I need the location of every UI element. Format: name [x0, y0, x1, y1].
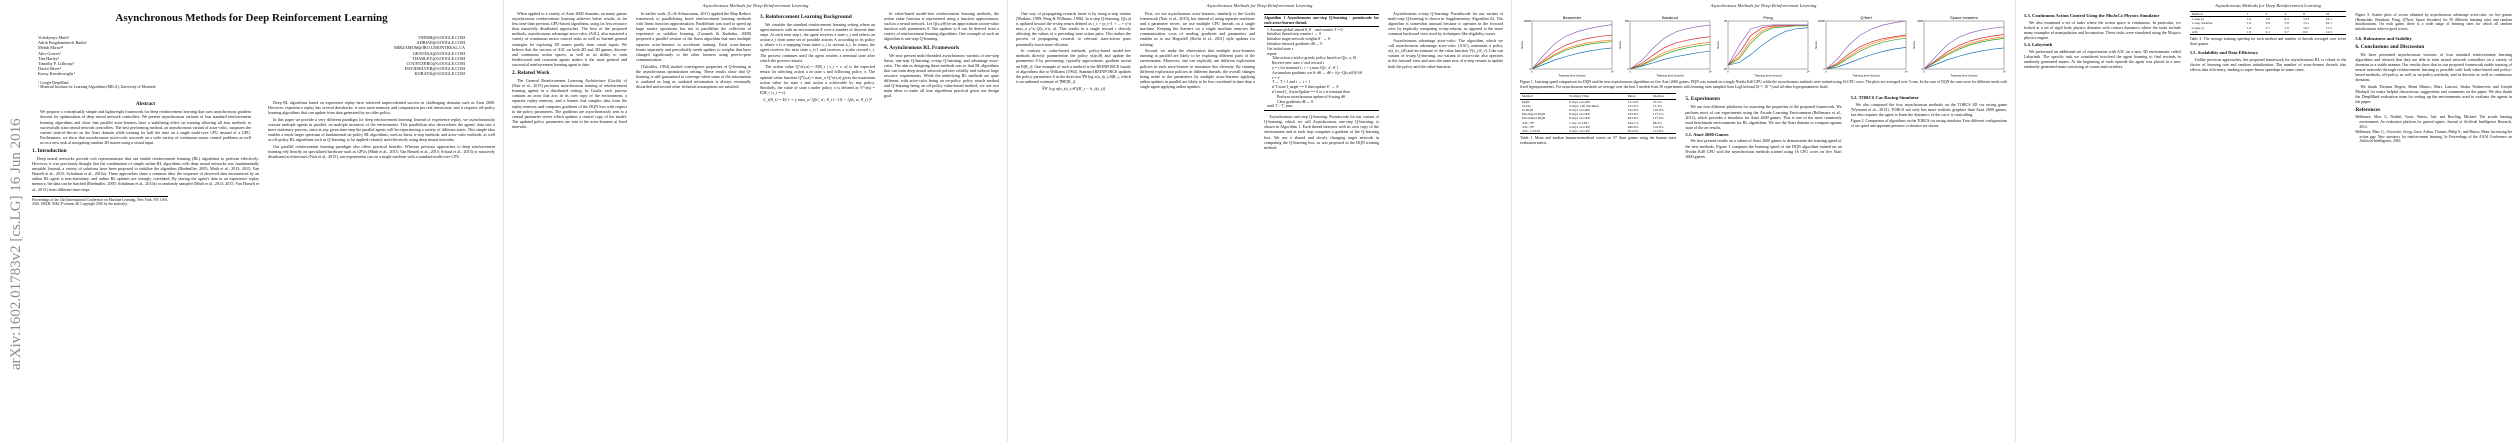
page-3 — [1008, 0, 1512, 442]
author-name: Timothy P. Lillicrap¹ — [38, 61, 74, 67]
table-cell: 8 days on GPU — [1569, 112, 1591, 117]
paper-title: Asynchronous Methods for Deep Reinforcement Learning — [115, 12, 388, 24]
series-line-dqn — [1728, 28, 1808, 65]
section-heading: 2. Related Work — [512, 70, 550, 77]
table-cell: 5.9 — [2284, 21, 2289, 26]
x-axis-label: Training time (hours) — [1754, 73, 1782, 78]
subsection-heading: 5.4. Labyrinth — [2024, 41, 2053, 47]
table-cell: 2.7 — [2265, 25, 2271, 30]
page-3-col-3 — [1264, 11, 1379, 151]
references-heading: References — [2355, 107, 2381, 114]
reference-entry: Bellemare, Marc G, Naddaf, Yavar, Veness, Joel, and Bowling, Michael. The arcade learning environment: An evaluation platform for general agents. Journal of Artificial Intelligence Research, 2012. — [2355, 115, 2513, 129]
table-row — [2190, 30, 2347, 35]
y-tick-label: 0 — [1627, 68, 1629, 71]
series-line-a3c — [1921, 27, 2004, 71]
table-cell: 8 days on GPU — [1569, 116, 1591, 121]
table-cell: 1.0 — [2246, 17, 2252, 22]
table-header: Method — [2190, 12, 2245, 17]
table-header: Mean — [1626, 94, 1651, 99]
table-cell: Prioritized DQN — [1522, 116, 1546, 121]
table-cell: A3C, FF — [1522, 124, 1535, 129]
x-axis-label: Training time (hours) — [1656, 73, 1684, 78]
page-1-right-column — [268, 100, 495, 206]
results-table — [1520, 93, 1676, 134]
page-4 — [1512, 0, 2016, 442]
series-line-1-step-sarsa — [1627, 44, 1710, 71]
affiliation: ² Montreal Institute for Learning Algorithms (MILA), University of Montreal — [38, 85, 156, 90]
author-names — [38, 35, 87, 77]
author-name: Mehdi Mirza¹² — [38, 45, 64, 51]
subsection-heading: 5.5. Scalability and Data Efficiency — [2189, 50, 2259, 56]
series-line-a3c — [1823, 21, 1906, 71]
author-emails — [394, 35, 465, 77]
paragraph: One way of propagating rewards faster is by using n-step returns (Watkins, 1989; Peng & Williams, 1996). In n-step Q-learning, Q(s,a) is updated toward the n-step return defined as r_t + γr_t+1 + ... + γ^n max_a γ^n Q(s_t+n, a). This results in a single reward r directly affecting the values of n preceding state action pairs. This makes the process of propagating rewards to relevant state-action pairs potentially much more efficient. — [1016, 11, 1131, 47]
table-cell: 110.9% — [1652, 108, 1664, 113]
table-cell: A3C — [2190, 30, 2245, 35]
series-line-1-step-q — [1823, 36, 1906, 71]
table-header: 1 — [2245, 12, 2264, 17]
x-tick-label: 14 — [1610, 70, 1614, 74]
equation: L_i(θ_i) = E( r + γ max_a′ Q(s′, a′; θ_{i−1}) − Q(s, a; θ_i) )² — [763, 96, 872, 102]
subsection-heading: 5.2. TORCS Car Racing Simulator — [1850, 95, 1919, 101]
paragraph: When applied to a variety of Atari 2600 domains, on many games asynchronous reinforcement learning achieves better results, in far less time than previous GPU-based algorithms, using far less resource than massively distributed approaches. The best of the proposed methods, asynchronous advantage actor-critic (A3C), also mastered a variety of continuous motor control tasks as well as learned general strategies for exploring 3D mazes purely from visual inputs. We believe that the success of A3C on both 2D and 3D games, discrete and continuous action spaces, as well as its ability to train feedforward and recurrent agents makes it the most general and successful reinforcement learning agent to date. — [512, 11, 627, 67]
series-line-n-step-q — [1728, 25, 1808, 65]
table-cell: A3C, LSTM — [1520, 129, 1567, 134]
table-cell: 4 days on CPU — [1567, 129, 1626, 134]
table-row — [1520, 129, 1676, 134]
algorithm-line: s = s′ — [1272, 75, 1281, 80]
chart-panel — [1814, 14, 1909, 78]
series-line-a3c — [1627, 25, 1710, 71]
table-cell: 343.8% — [1627, 112, 1639, 117]
table-cell: 12.5 — [2324, 30, 2347, 35]
chart-title: Q*bert — [1860, 15, 1872, 20]
series-line-1-step-sarsa — [1728, 26, 1808, 65]
y-axis-label: Score — [1716, 41, 1720, 49]
table-cell: 1 day on CPU — [1569, 120, 1589, 125]
table-cell: 24.1 — [2325, 17, 2332, 22]
page-5 — [2016, 0, 2520, 442]
author-email: ADRIAP@GOOGLE.COM — [416, 40, 465, 46]
paragraph: We use four different platforms for assessing the properties of the proposed framework. We perform most of our experiments using the Arcade Learning Environment (Bellemare et al., 2012), which provides a simulator for Atari 2600 games. This is one of the most commonly used benchmark environments for RL algorithms. We use the Atari domain to compare against state of the art results. — [1685, 104, 1842, 130]
paragraph: The action value Q^π(s,a) = E[R_t | s_t = s, a] is the expected return for selecting action a in state s and following policy π. The optimal value function Q*(s,a) = max_π Q^π(s,a) gives the maximum action value for state s and action a achievable by any policy. Similarly, the value of state s under policy π is defined as V^π(s) = E[R_t | s_t = s]. — [760, 64, 875, 95]
x-tick-label: 14 — [2002, 70, 2006, 74]
algorithm-line: Accumulate gradients wrt θ: dθ ← dθ + ∂(y−Q(s,a;θ))²/∂θ — [1272, 70, 1362, 75]
table-cell: 1-step Q — [2191, 17, 2204, 22]
series-line-dqn — [1529, 48, 1612, 71]
table-cell: 463.6% — [1627, 116, 1639, 121]
chart-panel — [1618, 14, 1713, 78]
table-cell: 117.1% — [1652, 112, 1664, 117]
table-cell: 112.6% — [1651, 129, 1676, 134]
running-head: Asynchronous Methods for Deep Reinforcement Learning — [1710, 3, 1817, 8]
author-email: THARLEY@GOOGLE.COM — [412, 55, 465, 61]
acknowledgments: We thank Thomas Degris, Remi Munos, Marc Lanctot, Sasha Vezhnevets and Joseph Modayil for many helpful discussions, suggestions and comments on the paper. We also thank the DeepMind evaluation team for setting up the environments used to evaluate the agents in the paper. — [2355, 84, 2513, 105]
table-cell: 127.6% — [1652, 116, 1664, 121]
table-cell: 1.0 — [2245, 30, 2264, 35]
algorithm-line: Perform asynchronous update of θ using dθ. — [1277, 94, 1346, 99]
page-2-col-4 — [884, 11, 999, 131]
page-5-col-3 — [2355, 11, 2512, 145]
page-4-col-1 — [1520, 93, 1676, 160]
paragraph: Deep neural networks provide rich representations that can enable reinforcement learning (RL) algorithms to perform effectively. However, it was previously thought that the combination of simple online RL algorithms with deep neural networks was fundamentally unstable. Instead, a variety of solutions have been proposed to stabilize the algorithm (Riedmiller, 2005; Mnih et al., 2013; 2015; Van Hasselt et al., 2015; Schulman et al., 2015a). These approaches share a common idea: the sequence of observed data encountered by an online RL agent is non-stationary, and online RL updates are strongly correlated. By storing the agent's data in an experience replay memory, the data can be batched (Riedmiller, 2005; Schulman et al., 2015a) or randomly sampled (Mnih et al., 2013; 2015; Van Hasselt et al., 2015) from different time-steps. — [32, 155, 259, 192]
page-2 — [504, 0, 1008, 442]
figure-1-caption: Figure 1. Learning speed comparison for DQN and the new asynchronous algorithms on five Atari 2600 games. DQN was trained on a single Nvidia K40 GPU while the asynchronous methods were trained using 16 CPU cores. The plots are averaged over 5 runs. In the case of DQN the runs were for different seeds with fixed hyperparameters. For asynchronous methods we average over the best 5 models from 50 experiments with learning rates sampled from LogUniform(10⁻⁴, 10⁻²) and all other hyperparameters fixed. — [1520, 80, 2008, 89]
y-axis-label: Score — [1618, 41, 1622, 49]
paragraph: In this paper we provide a very different paradigm for deep reinforcement learning. Instead of experience replay, we asynchronously execute multiple agents in parallel, on multiple instances of the environment. This parallelism also decorrelates the agents' data into a more stationary process, since at any given time-step the parallel agents will be experiencing a variety of different states. This simple idea enables a much larger spectrum of fundamental on-policy RL algorithms, such as Sarsa, n-step methods, and actor-critic methods, as well as off-policy RL algorithms such as Q-learning, to be applied robustly and effectively using deep neural networks. — [268, 117, 495, 143]
table-cell: Gorila — [1522, 103, 1531, 108]
chart-title: Space Invaders — [1950, 15, 1978, 20]
page-1-left-column — [32, 100, 259, 206]
y-axis-label: Score — [1520, 41, 1524, 49]
page-5-columns — [2024, 11, 2512, 145]
algorithm-line: Get initial state s — [1267, 46, 1294, 51]
series-line-a3c — [1728, 25, 1808, 65]
page-4-col-2 — [1685, 93, 1841, 160]
page-1-columns — [8, 100, 495, 206]
equation: ∇θ′ log π(a_t|s_t;θ′)(R_t − b_t(s_t)) — [1041, 85, 1106, 91]
author-name: David Silver¹ — [38, 66, 62, 72]
table-cell: 496.8% — [1627, 124, 1639, 129]
table-cell: 6.3 — [2284, 17, 2289, 22]
speedup-table — [2190, 11, 2347, 35]
x-tick-label: 14 — [1806, 70, 1810, 74]
x-tick-label: 0 — [1825, 70, 1827, 74]
page-3-columns — [1016, 11, 1503, 151]
author-name: Alex Graves¹ — [38, 50, 61, 56]
page-4-columns — [1520, 93, 2007, 160]
table-cell: n-step Q — [2191, 25, 2204, 30]
table-cell: 344.1% — [1627, 120, 1639, 125]
table-cell: 215.2% — [1627, 103, 1639, 108]
table-cell: DQN — [1522, 99, 1530, 104]
algorithm-line: y = r for terminal s′; r + γ max Q(s′, a′; θ⁻) — [1272, 65, 1339, 70]
plot-frame — [1823, 21, 1906, 71]
page-2-col-3 — [760, 11, 875, 131]
author-email: GRAVESA@GOOGLE.COM — [412, 50, 465, 56]
x-axis-label: Training time (hours) — [1558, 73, 1586, 78]
y-tick-label: 0 — [1529, 68, 1531, 71]
page-2-columns — [512, 11, 999, 131]
author-email: VMNIH@GOOGLE.COM — [417, 35, 465, 40]
chart-title: Beamrider — [1562, 15, 1582, 20]
algorithm-line: Clear gradients dθ ← 0. — [1277, 99, 1315, 104]
x-tick-label: 0 — [1531, 70, 1533, 74]
table-header: 4 — [2282, 12, 2301, 17]
table-cell: Dueling D-DQN — [1522, 112, 1546, 117]
table-cell: D-DQN — [1522, 108, 1534, 113]
y-tick-label: 0 — [1823, 68, 1825, 71]
author-block — [38, 35, 465, 77]
x-tick-label: 14 — [1904, 70, 1908, 74]
y-tick-label: 25 — [1724, 20, 1727, 23]
paragraph: First, we use asynchronous actor-learners, similarly to the Gorila framework (Nair et al., 2015), but instead of using separate machines and a parameter server, we use multiple CPU threads on a single machine. Keeping the learners on a single machine removes the communication costs of sending gradients and parameters and enables us to use Hogwild! (Recht et al., 2011) style updates for training. — [1140, 11, 1255, 47]
table-cell: 13.3 — [2303, 17, 2310, 22]
x-tick-label: 14 — [1708, 70, 1712, 74]
figure-1-plots — [1520, 14, 2007, 78]
table-header: Training Time — [1567, 94, 1626, 99]
x-axis-label: Training time (hours) — [1852, 73, 1880, 78]
page-1 — [0, 0, 504, 442]
table-header: 16 — [2324, 12, 2347, 17]
y-tick-label: 16000 — [1523, 20, 1531, 23]
x-tick-label: 0 — [1727, 70, 1729, 74]
y-axis-label: Score — [1912, 41, 1916, 49]
author-email: KORAYK@GOOGLE.COM — [414, 71, 465, 77]
paragraph: We also compared the four asynchronous methods on the TORCS 3D car racing game (Wymann et al., 2013). TORCS not only has more realistic graphics than Atari 2600 games, but also requires the agent to learn the dynamics of the car it is controlling. — [1850, 102, 2007, 118]
algorithm-1 — [1264, 14, 1379, 111]
table-header: Method — [1520, 94, 1567, 99]
paragraph: In value-based model-free reinforcement learning methods, the action value function is represented using a function approximator, such as a neural network. Let Q(s,a;θ) be an approximate action-value function with parameters θ. The updates to θ can be derived from a variety of reinforcement learning algorithms. One example of such an algorithm is one-step Q-learning. — [884, 11, 999, 42]
algorithm-line: if T mod I_target == 0 then update θ⁻ ← θ — [1272, 85, 1339, 90]
running-head: Asynchronous Methods for Deep Reinforcement Learning — [2215, 3, 2321, 8]
author-name: Tim Harley¹ — [38, 55, 60, 61]
table-cell: 1.0 — [2246, 21, 2252, 26]
author-name: Koray Kavukcuoglu ¹ — [38, 71, 76, 77]
proceedings-footnote: Proceedings of the 33rd International Conference on Machine Learning, New York, NY, USA, 2016. JMLR: W&CP volume 48. Copyright 2016 by the author(s). — [32, 197, 169, 207]
affiliations — [38, 81, 465, 91]
running-head: Asynchronous Methods for Deep Reinforcement Learning — [702, 3, 809, 8]
algorithm-line: Initialize target network weights θ⁻ ← θ — [1267, 37, 1330, 42]
arxiv-stamp: arXiv:1602.01783v2 [cs.LG] 16 Jun 2016 — [8, 118, 24, 370]
table-cell: 6.9 — [2301, 30, 2324, 35]
chart-panel — [1716, 14, 1811, 78]
figure-3-caption: Figure 3. Scatter plots of scores obtained by asynchronous advantage actor-critic on five games (Beamrider, Breakout, Pong, Q*bert, Space Invaders) for 50 different learning rates and random initializations. On each game, there is a wide range of learning rates for which all random initializations achieve good scores. — [2355, 13, 2513, 32]
paragraph: Asynchronous advantage actor-critic: The algorithm, which we call asynchronous advantage actor-critic (A3C), maintains a policy π(a_t|s_t;θ) and an estimate of the value function V(s_t;θ_v). Like our variant of n-step Q-learning, our variant of actor-critic also operates in the forward view and uses the same mix of n-step returns to update both the policy and the value-function. — [1388, 38, 1503, 69]
paragraph: Second, we make the observation that multiple actor-learners running in parallel are likely to be exploring different parts of the environment. Moreover, one can explicitly use different exploration policies in each actor-learner to maximize this diversity. By running different exploration policies in different threads, the overall changes being made to the parameters by multiple actor-learners applying online updates in parallel are likely to be less correlated in time than a single agent applying online updates. — [1140, 48, 1255, 89]
table-header: 2 — [2264, 12, 2283, 17]
algorithm-line: Initialize thread step counter t ← 0 — [1267, 32, 1322, 37]
paragraph: We performed an additional set of experiments with A3C on a new 3D environment called Labyrinth. The specific task we considered involved the agent learning to find rewards in randomly generated mazes. At the beginning of each episode the agent was placed in a new randomly generated maze consisting of rooms and corridors. — [2024, 48, 2181, 69]
author-name: Adrià Puigdomènech Badia¹ — [38, 40, 87, 46]
section-heading: 4. Asynchronous RL Framework — [884, 44, 960, 51]
paragraph: (Tsitsiklis, 1994) studied convergence properties of Q-learning in the asynchronous optimization setting. These results show that Q-learning is still guaranteed to converge when some of the information is outdated as long as outdated information is always eventually discarded and several other technical assumptions are satisfied. — [636, 63, 751, 89]
paragraph: The General Reinforcement Learning Architecture (Gorila) of (Nair et al., 2015) performs asynchronous training of reinforcement learning agents in a distributed setting. In Gorila, each process contains an actor that acts in its own copy of the environment, a separate replay memory, and a learner that samples data from the replay memory and computes gradients of the DQN loss with respect to the policy parameters. The gradients are asynchronously sent to a central parameter server which updates a central copy of the model. The updated policy parameters are sent to the actor-learners at fixed intervals. — [512, 78, 627, 129]
reference-entry: Bellemare, Marc G., Ostrovski, Georg, Guez, Arthur, Thomas, Philip S., and Munos, Rémi. Increasing the action gap: New operators for reinforcement learning. In Proceedings of the AAAI Conference on Artificial Intelligence, 2016. — [2355, 130, 2513, 144]
paragraph: In earlier work, (Li & Schuurmans, 2011) applied the Map Reduce framework to parallelizing batch reinforcement learning methods with linear function approximation. Parallelism was used to speed up large matrix operations but not to parallelize the collection of experience or stabilize learning. (Grounds & Kudenko, 2008) proposed a parallel version of the Sarsa algorithm that uses multiple separate actor-learners to accelerate training. Each actor-learner learns separately and periodically sends updates to weights that have changed significantly to the other learners using peer-to-peer communication. — [636, 11, 751, 62]
table-cell: 4 days on CPU — [1569, 124, 1591, 129]
table-cell: 5.9 — [2284, 25, 2289, 30]
page-5-col-1 — [2024, 11, 2181, 145]
table-cell: 623.0% — [1626, 129, 1651, 134]
table-cell: 116.6% — [1652, 124, 1664, 129]
page-4-col-3 — [1851, 93, 2007, 160]
subsection-heading: 5.1. Atari 2600 Games — [1685, 131, 1729, 137]
section-heading: 6. Conclusions and Discussion — [2355, 43, 2425, 50]
paragraph: We first present results on a subset of Atari 2600 games to demonstrate the training speed of the new methods. Figure 1 compares the learning speed of the DQN algorithm trained on an Nvidia K40 GPU with the asynchronous methods trained using 16 CPU cores on five Atari 2600 games. — [1685, 138, 1842, 159]
algorithm-line: T ← T + 1 and t ← t + 1 — [1272, 80, 1311, 85]
table-cell: 8 days on GPU — [1569, 99, 1591, 104]
section-heading: 3. Reinforcement Learning Background — [760, 14, 852, 20]
chart-title: Pong — [1763, 15, 1773, 20]
algorithm-line: Initialize network gradients dθ ← 0 — [1267, 41, 1323, 46]
table-cell: 68.2% — [1652, 120, 1662, 125]
table-cell: 71.3% — [1652, 103, 1662, 108]
y-tick-label: 12000 — [1817, 20, 1825, 23]
section-heading: 5. Experiments — [1685, 96, 1721, 103]
algorithm-line: // Assume global shared θ, θ⁻, and counter T = 0. — [1267, 27, 1344, 32]
abstract-heading: Abstract — [135, 101, 156, 108]
page-5-col-2 — [2190, 11, 2347, 145]
section-heading: 1. Introduction — [32, 147, 67, 154]
paragraph: We also examined a set of tasks where the action space is continuous. In particular, we looked at a set of rigid body physics domains with contact dynamics where the tasks include many examples of manipulation and locomotion. These tasks were simulated using the Mujoco physics engine. — [2024, 19, 2181, 40]
chart-panel — [1912, 14, 2007, 78]
paragraph: In contrast to value-based methods, policy-based model-free methods directly parameterize the policy π(a|s;θ) and update the parameters θ by performing, typically approximate, gradient ascent on E[R_t]. One example of such a method is the REINFORCE family of algorithms due to Williams (1992). Standard REINFORCE updates the policy parameters θ in the direction ∇θ log π(a_t|s_t;θ)R_t, which is an unbiased estimate of ∇θE[R_t]. — [1016, 48, 1131, 84]
algorithm-line: Receive new state s′ and reward r — [1272, 61, 1325, 66]
y-axis-label: Score — [1814, 41, 1818, 49]
table-header: Median — [1651, 94, 1676, 99]
page-3-col-2 — [1140, 11, 1255, 151]
page-3-col-1 — [1016, 11, 1131, 151]
chart-panel — [1520, 14, 1615, 78]
paragraph: Our parallel reinforcement learning paradigm also offers practical benefits. Whereas previous approaches to deep reinforcement learning rely heavily on specialized hardware such as GPUs (Mnih et al., 2015; Van Hasselt et al., 2015; Schaul et al., 2015) or massively distributed architectures (Nair et al., 2015), our experiments run on a single machine with a standard multi-core CPU. — [268, 144, 495, 160]
y-tick-label: 0 — [1921, 68, 1923, 71]
x-tick-label: 0 — [1629, 70, 1631, 74]
table-2-caption: Table 2. The average training speedup for each method and number of threads averaged over seven Atari games. — [2189, 37, 2347, 46]
chart-title: Breakout — [1661, 15, 1679, 20]
table-cell: 2.1 — [2264, 30, 2283, 35]
algorithm-line: repeat — [1267, 51, 1277, 56]
table-cell: 3.0 — [2265, 17, 2271, 22]
paragraph: Asynchronous one-step Q-learning: Pseudocode for our variant of Q-learning, which we call Asynchronous one-step Q-learning, is shown in Algorithm 1. Each thread interacts with its own copy of the environment and at each step computes a gradient of the Q-learning loss. We use a shared and slowly changing target network in computing the Q-learning loss, as was proposed in the DQN training method. — [1264, 114, 1379, 150]
affiliation: ¹ Google DeepMind — [38, 80, 69, 85]
paragraph: Unlike previous approaches, the proposed framework for asynchronous RL is robust to the choice of learning rate and random initialization. The number of actor-learner threads also affects data efficiency, leading to super-linear speedups in some cases. — [2189, 57, 2347, 73]
table-cell: 3.7 — [2282, 30, 2301, 35]
author-email: DAVIDSILVER@GOOGLE.COM — [404, 66, 465, 72]
abstract-text: We propose a conceptually simple and lightweight framework for deep reinforcement learning that uses asynchronous gradient descent for optimization of deep neural network controllers. We present asynchronous variants of four standard reinforcement learning algorithms and show that parallel actor-learners have a stabilizing effect on training allowing all four methods to successfully train neural network controllers. The best performing method, an asynchronous variant of actor-critic, surpasses the current state-of-the-art on the Atari domain while training for half the time on a single multi-core CPU instead of a GPU. Furthermore, we show that asynchronous actor-critic succeeds on a wide variety of continuous motor control problems as well as on a new task of navigating random 3D mazes using a visual input. — [40, 109, 251, 145]
table-header: 8 — [2301, 12, 2324, 17]
table-cell: 8 days on GPU — [1569, 108, 1591, 113]
table-cell: 2.8 — [2265, 21, 2271, 26]
paragraph: We have presented asynchronous versions of four standard reinforcement learning algorithms and showed that they are able to train neural network controllers on a variety of domains in a stable manner. Our results show that in our proposed framework stable training of neural networks through reinforcement learning is possible with both value-based and policy-based methods, off-policy as well as on-policy methods, and in discrete as well as continuous domains. — [2355, 51, 2513, 83]
series-line-1-step-q — [1728, 26, 1808, 65]
table-cell: 22.1 — [2325, 21, 2332, 26]
table-1-caption: Table 1. Mean and median human-normalized scores on 57 Atari games using the human starts evaluation metric. — [1520, 136, 1677, 145]
series-line-1-step-sarsa — [1823, 38, 1906, 71]
table-cell: 121.9% — [1627, 99, 1639, 104]
y-tick-label: -25 — [1723, 68, 1727, 71]
page-2-col-2 — [636, 11, 751, 131]
author-name: Volodymyr Mnih¹ — [38, 35, 69, 40]
figure-2-caption: Figure 2. Comparison of algorithms on the TORCS car racing simulator. Four different configurations of car speed and opponent presence or absence are shown. — [1850, 119, 2007, 128]
algorithm-caption: Algorithm 1 Asynchronous one-step Q-learning - pseudocode for each actor-learner thread. — [1264, 16, 1379, 25]
running-head: Asynchronous Methods for Deep Reinforcement Learning — [1206, 3, 1313, 8]
author-email: COUNTZERO@GOOGLE.COM — [406, 61, 465, 67]
y-tick-label: 700 — [1624, 20, 1629, 23]
table-cell: 4 days, 100 machines — [1569, 103, 1600, 108]
table-cell: 47.5% — [1652, 99, 1662, 104]
algorithm-line: Take action a with ε-greedy policy based on Q(s, a; θ) — [1272, 56, 1356, 61]
subsection-heading: 5.3. Continuous Action Control Using the MuJoCo Physics Simulator — [2024, 13, 2160, 18]
series-line-dqn — [1921, 48, 2004, 71]
table-cell: 1-step SARSA — [2191, 21, 2213, 26]
table-cell: 13.1 — [2303, 21, 2310, 26]
algorithm-line: until T > T_max — [1267, 104, 1293, 109]
algorithm-line: if t mod I_AsyncUpdate == 0 or s is terminal then — [1272, 89, 1350, 94]
paragraph: Asynchronous n-step Q-learning: Pseudocode for our variant of multi-step Q-learning is shown in Supplementary Algorithm S2. The algorithm is somewhat unusual because it operates in the forward view by explicitly computing n-step returns, as opposed to the more common backward view used by techniques like eligibility traces. — [1388, 11, 1503, 37]
x-tick-label: 0 — [1923, 70, 1925, 74]
paragraph: We consider the standard reinforcement learning setting where an agent interacts with an environment E over a number of discrete time steps. At each time step t, the agent receives a state s_t and selects an action a_t from some set of possible actions A according to its policy π, where π is a mapping from states s_t to actions a_t. In return, the agent receives the next state s_t+1 and receives a scalar reward r_t. The process continues until the agent reaches a terminal state after which the process restarts. — [760, 22, 875, 63]
table-cell: 10.7 — [2303, 25, 2310, 30]
paragraph: Deep RL algorithms based on experience replay have achieved unprecedented success in challenging domains such as Atari 2600. However, experience replay has several drawbacks: it uses more memory and computation per real interaction; and it requires off-policy learning algorithms that can update from data generated by an older policy. — [268, 100, 495, 116]
page-2-col-1 — [512, 11, 627, 131]
subsection-heading: 5.6. Robustness and Stability — [2355, 35, 2412, 41]
author-email: MIRZAMOM@IRO.UMONTREAL.CA — [393, 45, 465, 51]
x-axis-label: Training time (hours) — [1950, 73, 1978, 78]
table-cell: A3C, FF — [1522, 120, 1535, 125]
y-tick-label: 1600 — [1917, 20, 1923, 23]
paragraph: We now present multi-threaded asynchronous variants of one-step Sarsa, one-step Q-learning, n-step Q-learning, and advantage actor-critic. The aim in designing these methods was to find RL algorithms that can train deep neural network policies reliably and without large resource requirements. While the underlying RL methods are quite different, with actor-critic being an on-policy policy search method and Q-learning being an off-policy value-based method, we use two main ideas to make all four algorithms practical given our design goal. — [884, 52, 999, 99]
table-cell: 332.9% — [1627, 108, 1639, 113]
page-3-col-4 — [1388, 11, 1503, 151]
table-cell: 1.0 — [2246, 25, 2252, 30]
table-cell: 17.2 — [2325, 25, 2332, 30]
